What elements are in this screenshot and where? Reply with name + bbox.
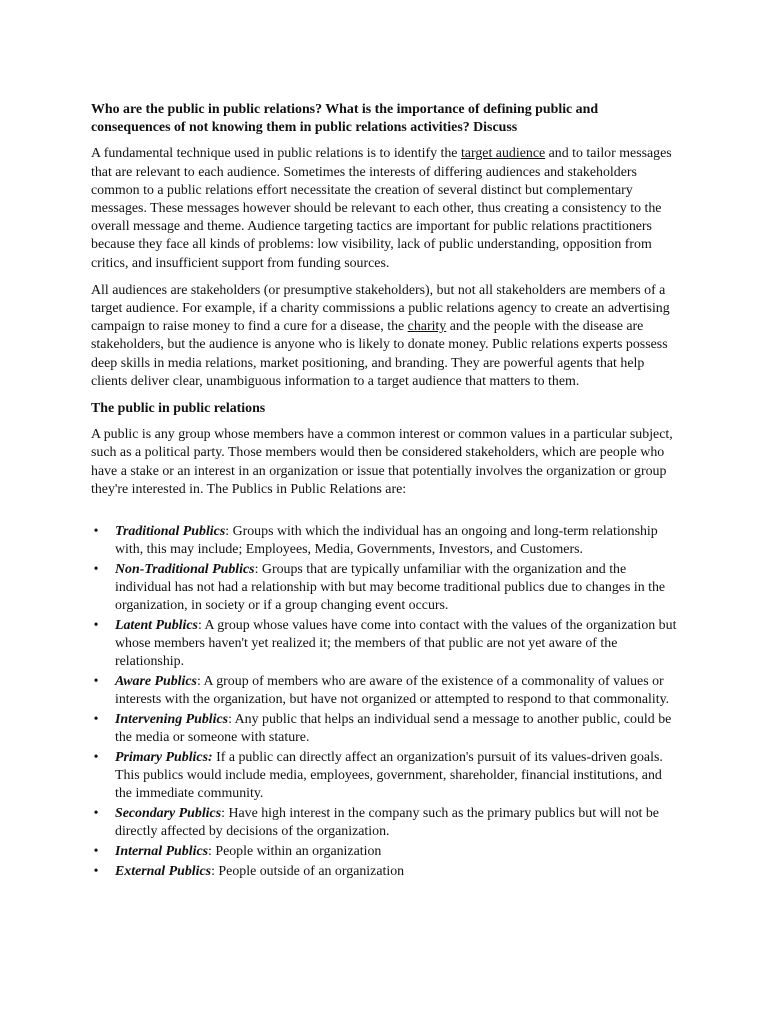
- bullet-icon: •: [93, 806, 99, 822]
- document-title: Who are the public in public relations? What is the importance of defining public and consequences of not knowing them in public relations activities? Discuss: [91, 102, 599, 136]
- intro-text-start: A fundamental technique used in public relations is to identify the: [91, 146, 461, 162]
- public-term: External Publics: [115, 863, 212, 879]
- list-item: [91, 863, 681, 881]
- bullet-icon: •: [93, 674, 99, 690]
- public-term: Traditional Publics: [115, 524, 226, 540]
- public-term-sep: :: [196, 674, 201, 690]
- bullet-icon: •: [93, 618, 99, 634]
- public-term-sep: :: [228, 712, 232, 728]
- bullet-icon: •: [93, 750, 99, 765]
- public-term: Latent Publics: [115, 618, 198, 634]
- bullet-icon: •: [93, 561, 99, 577]
- list-item: [91, 843, 681, 861]
- public-term: Secondary Publics: [115, 806, 222, 822]
- bullet-icon: •: [93, 844, 99, 860]
- public-description: Have high interest in the company such as the primary publics but will not be directly affected by decisions of the organization.: [115, 806, 659, 840]
- publics-intro-paragraph: A public is any group whose members have a common interest or common values in a particular subject, such as a political party. Those members would then be considered stakeholders, which are people who have a stake or an interest in an organization or issue that potentially involves the organization or group they're interested in. The Publics in Public Relations are:: [91, 427, 673, 497]
- intro-text-end: and to tailor messages that are relevant to each audience. Sometimes the interests of differing audiences and stakeholders common to a public relations effort necessitate the creation of several distinct but complementary messages. These messages however should be relevant to each other, thus creating a consistency to the overall message and theme. Audience targeting tactics are important for public relations practitioners because they face all kinds of problems: low visibility, lack of public understanding, opposition from critics, and insufficient support from funding sources.: [91, 146, 672, 271]
- charity-link[interactable]: charity: [407, 319, 447, 335]
- bullet-icon: •: [93, 712, 99, 728]
- list-item: [91, 711, 681, 747]
- public-description: A group whose values have come into contact with the values of the organization but whose members haven't yet realized it; the members of that public are not yet aware of the relationship.: [115, 618, 677, 670]
- public-term-sep: :: [197, 618, 202, 634]
- public-term-sep: :: [225, 524, 230, 540]
- list-item: [91, 805, 681, 841]
- public-description: A group of members who are aware of the existence of a commonality of values or interests with the organization, but have not organized or attempted to respond to that commonality.: [115, 674, 670, 708]
- stakeholders-text-start: All audiences are stakeholders (or presumptive stakeholders), but not all stakeholders are members of a target audience. For example, if a charity commissions a public relations agency to create an advertising campaign to raise money to find a cure for a disease, the: [91, 282, 670, 335]
- stakeholders-paragraph: [91, 282, 681, 391]
- public-description: Groups with which the individual has an ongoing and long-term relationship with, this may include; Employees, Media, Governments, Investors, and Customers.: [115, 524, 658, 558]
- public-term: Aware Publics: [115, 674, 197, 690]
- target-audience-link[interactable]: target audience: [460, 146, 546, 162]
- list-item: [91, 749, 681, 804]
- public-term-sep: :: [254, 561, 259, 577]
- public-description: Any public that helps an individual send a message to another public, could be the media or someone with stature.: [115, 712, 672, 746]
- list-item: [91, 561, 681, 616]
- section-heading: The public in public relations: [91, 401, 266, 417]
- list-item: [91, 673, 681, 709]
- public-term: Intervening Publics: [115, 712, 229, 728]
- public-description: People within an organization: [211, 844, 382, 860]
- publics-list: [91, 523, 681, 881]
- public-term: Internal Publics: [115, 844, 209, 860]
- bullet-icon: •: [93, 524, 99, 540]
- stakeholders-text-end: and the people with the disease are stakeholders, but the audience is anyone who is likely to donate money. Public relations experts possess deep skills in media relations, market positioning, and branding. They are powerful agents that help clients deliver clear, unambiguous information to a target audience that matters to them.: [91, 319, 668, 389]
- public-description: If a public can directly affect an organization's pursuit of its values-driven goals. This publics would include media, employees, government, shareholder, financial institutions, and the immediate community.: [115, 750, 663, 802]
- public-term: Non-Traditional Publics: [115, 561, 255, 577]
- public-term-sep: :: [208, 844, 212, 860]
- public-description: People outside of an organization: [214, 863, 405, 879]
- bullet-icon: •: [93, 863, 99, 879]
- public-term-sep: :: [221, 806, 225, 822]
- public-term: Primary Publics:: [115, 750, 213, 765]
- document-content: [91, 101, 681, 882]
- intro-paragraph: [91, 145, 681, 272]
- public-description: Groups that are typically unfamiliar with the organization and the individual has not had a relationship with but may become traditional publics due to changes in the organization, in society or if a group changing event occurs.: [115, 561, 666, 614]
- public-term-sep: :: [211, 863, 215, 879]
- list-item: [91, 523, 681, 559]
- list-item: [91, 617, 681, 672]
